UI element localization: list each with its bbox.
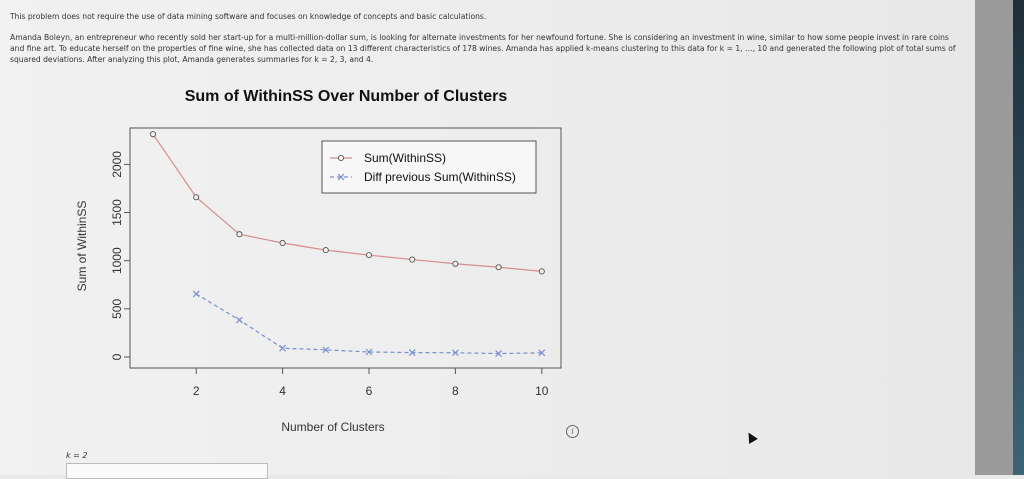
scrollbar[interactable] (975, 0, 1013, 475)
data-point (236, 317, 242, 323)
data-point (323, 248, 328, 253)
summary-tab[interactable] (66, 463, 268, 479)
data-point (150, 132, 155, 137)
data-point (194, 195, 199, 200)
data-point (237, 232, 242, 237)
k-caption: k = 2 (66, 451, 88, 460)
intro-text: This problem does not require the use of data mining software and focuses on knowledge of concepts and basic calculations. (10, 12, 487, 21)
series-line-2 (196, 294, 542, 354)
legend-label: Diff previous Sum(WithinSS) (364, 170, 516, 184)
data-point (453, 261, 458, 266)
data-point (539, 269, 544, 274)
data-point (280, 240, 285, 245)
data-point (410, 257, 415, 262)
window-edge (1013, 0, 1024, 475)
legend-label: Sum(WithinSS) (364, 151, 447, 165)
legend-box (322, 141, 536, 193)
y-tick-label: 0 (110, 353, 124, 361)
data-point (193, 291, 199, 297)
x-tick-label: 6 (365, 384, 373, 398)
y-axis-label: Sum of WithinSS (75, 200, 89, 292)
y-tick-label: 500 (110, 298, 124, 319)
chart-title: Sum of WithinSS Over Number of Clusters (184, 88, 508, 105)
x-tick-label: 10 (535, 384, 549, 398)
data-point (366, 253, 371, 258)
y-tick-label: 1500 (110, 199, 124, 226)
x-tick-label: 4 (279, 384, 286, 398)
x-axis-label: Number of Clusters (281, 420, 385, 434)
x-tick-label: 8 (452, 384, 459, 398)
legend (322, 141, 536, 193)
data-point (452, 350, 458, 356)
y-tick-label: 1000 (110, 247, 124, 275)
problem-text: Amanda Boleyn, an entrepreneur who recently sold her start-up for a multi-million-dollar sum, is looking for alternate investments for her newfound fortune. She is considering an investment in wine, similar to how some people invest in rare coins and fine art. To educate herself on the properties of fine wine, she has collected data on 13 different characteristics of 178 wines. Amanda has applied k-means clustering to this data for k = 1, …, 10 and generated the following plot of total sums of squared deviations. After analyzing this plot, Amanda generates summaries for k = 2, 3, and 4. (10, 33, 956, 64)
info-icon[interactable]: i (566, 425, 579, 438)
data-point (280, 345, 286, 351)
legend-marker (338, 155, 343, 160)
y-tick-label: 2000 (110, 151, 124, 178)
x-tick-label: 2 (192, 384, 200, 398)
data-point (496, 265, 501, 270)
